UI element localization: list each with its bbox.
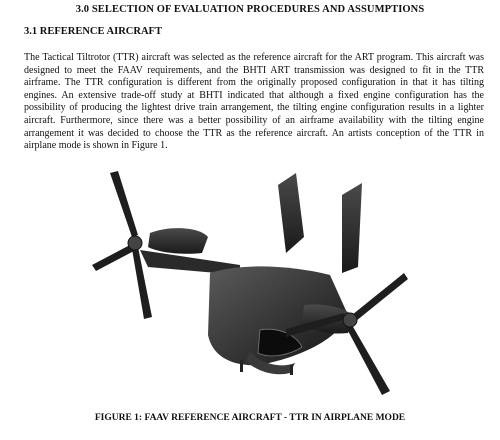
- tail-fin-right: [342, 183, 362, 273]
- subsection-title: 3.1 REFERENCE AIRCRAFT: [24, 26, 162, 37]
- left-proprotor: [92, 171, 152, 319]
- landing-gear: [290, 365, 293, 375]
- left-nacelle: [148, 228, 208, 254]
- figure-caption: FIGURE 1: FAAV REFERENCE AIRCRAFT - TTR IN AIRPLANE MODE: [94, 413, 406, 423]
- section-title: 3.0 SELECTION OF EVALUATION PROCEDURES AND ASSUMPTIONS: [75, 4, 425, 15]
- figure-1-aircraft-illustration: [90, 155, 410, 400]
- landing-gear: [240, 360, 243, 372]
- body-paragraph: The Tactical Tiltrotor (TTR) aircraft was selected as the reference aircraft for the ART program. This aircraft was designed to meet the FAAV requirements, and the BHTI ART transmission was designed to fit in the TTR airframe. The TTR configuration is different from the originally proposed configuration in that it has tilting engines. An extensive trade-off study at BHTI indicated that although a fixed engine configuration has the possibility of producing the lightest drive train arrangement, the tilting engine configuration results in a lighter aircraft. Furthermore, since there was a better possibility of an airframe availability with the tilting engine arrangement it was decided to choose the TTR as the reference aircraft. An artists conception of the TTR in airplane mode is shown in Figure 1.: [24, 52, 484, 152]
- tail-fin-left: [278, 173, 304, 253]
- aircraft-illustration: [90, 155, 410, 400]
